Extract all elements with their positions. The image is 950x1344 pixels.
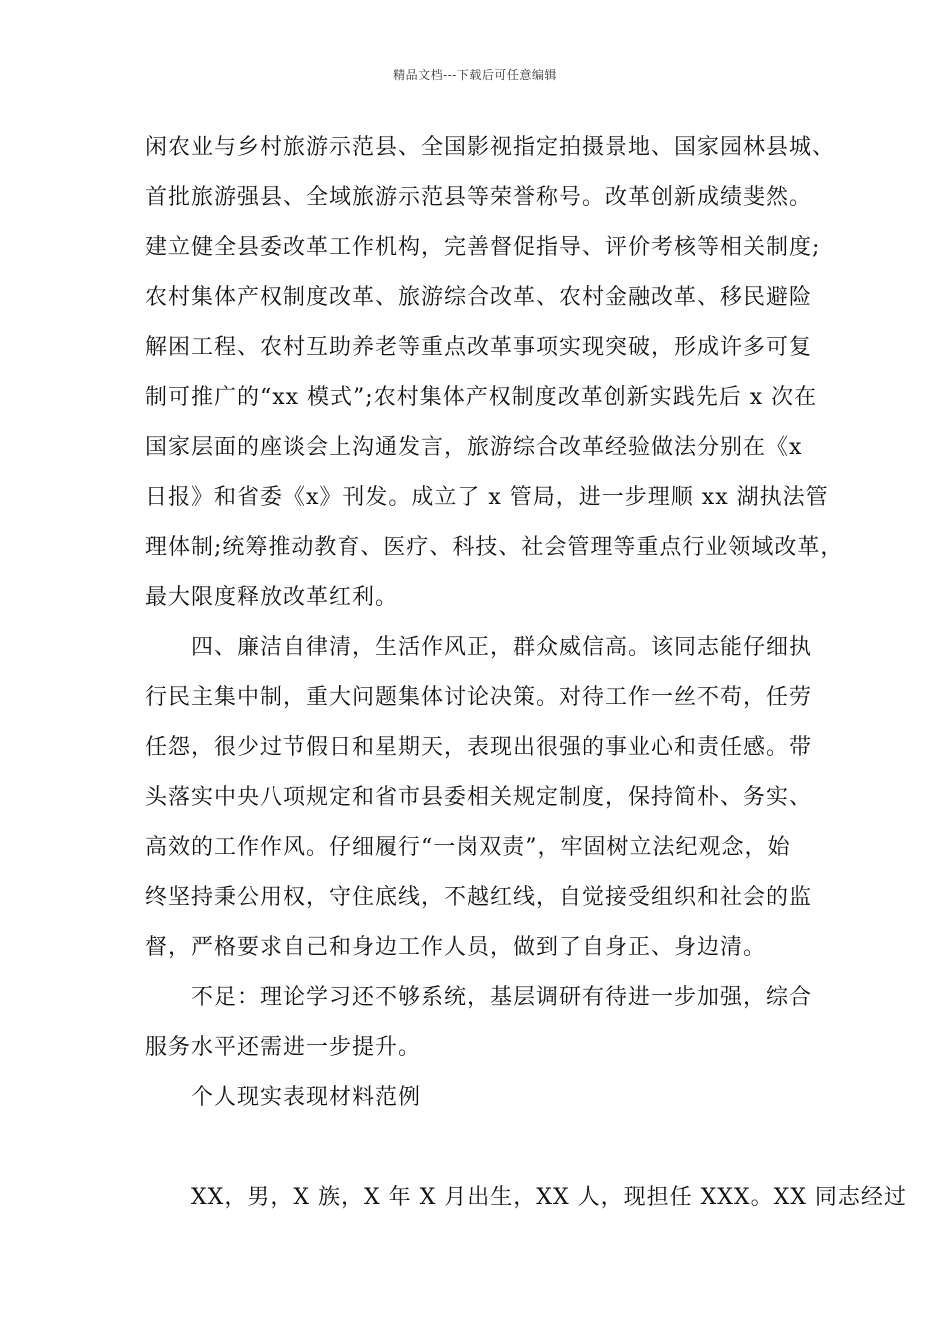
text-line: 高效的工作作风。仔细履行“一岗双责”，牢固树立法纪观念，始 xyxy=(145,835,791,860)
text-line: 头落实中央八项规定和省市县委相关规定制度，保持简朴、务实、 xyxy=(145,785,813,810)
text-line: 最大限度释放改革红利。 xyxy=(145,585,399,610)
text-line: 服务水平还需进一步提升。 xyxy=(145,1035,422,1060)
blank-space xyxy=(145,1126,810,1176)
paragraph xyxy=(145,126,844,626)
text-line: 国家层面的座谈会上沟通发言，旅游综合改革经验做法分别在《x xyxy=(145,435,803,460)
document-body xyxy=(145,126,907,1226)
section-heading xyxy=(145,1076,810,1126)
text-line: 建立健全县委改革工作机构，完善督促指导、评价考核等相关制度; xyxy=(145,235,821,260)
text-line: 行民主集中制，重大问题集体讨论决策。对待工作一丝不苟，任劳 xyxy=(145,685,813,710)
text-line: 终坚持秉公用权，守住底线，不越红线，自觉接受组织和社会的监 xyxy=(145,885,813,910)
text-line: 闲农业与乡村旅游示范县、全国影视指定拍摄景地、国家园林县城、 xyxy=(145,135,836,160)
text-line: XX，男，X 族，X 年 X 月出生，XX 人，现担任 XXX。XX 同志经过 xyxy=(191,1185,907,1210)
text-line: 农村集体产权制度改革、旅游综合改革、农村金融改革、移民避险 xyxy=(145,285,813,310)
text-line: 日报》和省委《x》刊发。成立了 x 管局，进一步理顺 xx 湖执法管 xyxy=(145,485,829,510)
text-line: 首批旅游强县、全域旅游示范县等荣誉称号。改革创新成绩斐然。 xyxy=(145,185,813,210)
text-line: 解困工程、农村互助养老等重点改革事项实现突破，形成许多可复 xyxy=(145,335,813,360)
text-line: 任怨，很少过节假日和星期天，表现出很强的事业心和责任感。带 xyxy=(145,735,813,760)
page-header: 精品文档---下载后可任意编辑 xyxy=(393,68,557,82)
heading-line: 个人现实表现材料范例 xyxy=(191,1085,422,1110)
text-line: 督，严格要求自己和身边工作人员，做到了自身正、身边清。 xyxy=(145,935,767,960)
text-line: 四、廉洁自律清，生活作风正，群众威信高。该同志能仔细执 xyxy=(191,635,813,660)
paragraph xyxy=(145,626,813,976)
text-line: 不足：理论学习还不够系统，基层调研有待进一步加强，综合 xyxy=(191,985,813,1010)
paragraph xyxy=(145,976,813,1076)
paragraph xyxy=(145,1176,907,1226)
text-line: 理体制;统筹推动教育、医疗、科技、社会管理等重点行业领域改革， xyxy=(145,535,844,560)
text-line: 制可推广的“xx 模式”;农村集体产权制度改革创新实践先后 x 次在 xyxy=(145,385,818,410)
